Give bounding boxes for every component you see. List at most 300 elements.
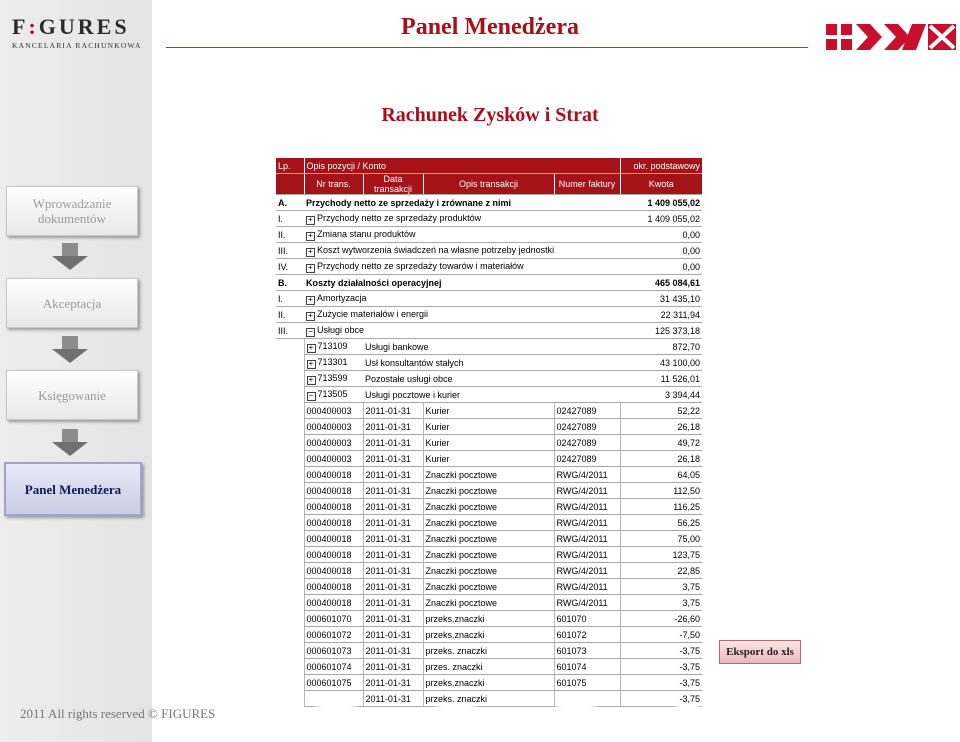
transaction-amount-text: 112,50 [673,485,701,496]
transaction-invoice [554,515,620,531]
transaction-nr-text: 000601072 [306,629,352,640]
row-description-text: Przychody netto ze sprzedaży produktów [317,212,482,223]
transaction-nr-text: 000400018 [306,597,352,608]
row-description-text: Amortyzacja [317,292,367,303]
transaction-invoice-text: RWG/4/2011 [556,549,608,560]
row-lp-text: I. [278,213,284,224]
transaction-nr-text: 000400018 [306,485,352,496]
expand-icon[interactable]: + [306,296,315,305]
row-amount-text: 1 409 055,02 [647,197,701,208]
transaction-nr [304,531,363,547]
row-amount-text: 0,00 [682,229,701,240]
transaction-row [276,531,702,547]
expand-icon[interactable]: + [306,248,315,257]
account-code [304,387,363,403]
expand-icon[interactable]: + [307,360,316,369]
transaction-desc [423,643,554,659]
transaction-nr [304,483,363,499]
transaction-desc [423,515,554,531]
transaction-invoice [554,547,620,563]
transaction-row [276,563,702,579]
transaction-amount [620,403,702,419]
transaction-invoice [554,563,620,579]
transaction-invoice-text: 601072 [556,629,587,640]
transaction-date [363,451,423,467]
transaction-row [276,451,702,467]
transaction-nr-text: 000400003 [306,453,352,464]
transaction-amount-text: -3,75 [679,661,701,672]
account-code-text: 713301 [317,356,348,367]
transaction-amount-text: 22,85 [677,565,701,576]
account-code [304,339,363,355]
transaction-amount [620,515,702,531]
account-code [304,355,363,371]
transaction-indent [276,675,304,691]
row-amount-text: 31 435,10 [660,293,701,304]
transaction-amount-text: 49,72 [677,437,701,448]
transaction-nr [304,579,363,595]
row-lp-text: II. [278,229,286,240]
transaction-date-text: 2011-01-31 [365,501,411,512]
transaction-nr-text: 000400003 [306,437,352,448]
col-header-nr: Nr trans. [304,174,363,195]
transaction-amount [620,643,702,659]
transaction-desc-text: Kurier [425,453,450,464]
transaction-invoice [554,419,620,435]
transaction-date-text: 2011-01-31 [365,517,411,528]
account-code-text: 713109 [317,340,348,351]
row-lp-text: I. [278,293,284,304]
transaction-amount [620,435,702,451]
transaction-desc-text: przeks.znaczki [425,677,485,688]
account-code-text: 713599 [317,372,348,383]
row-lp-text: A. [278,197,287,208]
account-row[interactable] [276,387,702,403]
transaction-amount [620,451,702,467]
transaction-row [276,579,702,595]
row-description [304,291,620,307]
transaction-row [276,611,702,627]
account-amount-text: 872,70 [672,341,701,352]
account-amount-text: 11 526,01 [660,373,701,384]
transaction-date-text: 2011-01-31 [365,421,411,432]
arrow-down-icon [52,243,88,271]
transaction-invoice-text: RWG/4/2011 [556,597,608,608]
transaction-desc-text: Znaczki pocztowe [425,549,498,560]
transaction-nr [304,627,363,643]
account-label [363,339,620,355]
transaction-desc [423,483,554,499]
transaction-row [276,499,702,515]
account-amount-text: 3 394,44 [665,389,701,400]
account-code [304,371,363,387]
row-description-text: Usługi obce [317,324,365,335]
transaction-nr [304,563,363,579]
row-lp-text: III. [278,245,289,256]
account-label-text: Usł konsultantów stałych [365,357,464,368]
row-lp [276,243,304,259]
row-amount [620,195,702,211]
transaction-date [363,467,423,483]
transaction-row [276,467,702,483]
transaction-invoice-text: RWG/4/2011 [556,485,608,496]
row-description [304,323,620,339]
transaction-invoice [554,595,620,611]
row-description-text: Koszt wytworzenia świadczeń na własne potrzeby jednostki [317,244,555,255]
transaction-invoice [554,467,620,483]
transaction-amount-text: -3,75 [679,645,701,656]
transaction-nr-text: 000601075 [306,677,352,688]
section-row[interactable] [276,211,702,227]
section-row[interactable] [276,243,702,259]
account-amount [620,339,702,355]
transaction-invoice-text: 02427089 [556,421,597,432]
account-amount [620,371,702,387]
transaction-date [363,675,423,691]
row-lp [276,291,304,307]
transaction-nr [304,611,363,627]
transaction-indent [276,531,304,547]
transaction-desc [423,563,554,579]
transaction-date-text: 2011-01-31 [365,677,411,688]
transaction-invoice-text: RWG/4/2011 [556,469,608,480]
account-row[interactable] [276,355,702,371]
transaction-amount [620,627,702,643]
row-lp [276,195,304,211]
row-lp-text: IV. [278,261,289,272]
row-description [304,211,620,227]
row-description [304,195,620,211]
arrow-down-icon [52,336,88,364]
section-row[interactable] [276,227,702,243]
account-indent [276,387,304,403]
col-header-invoice: Numer faktury [554,174,620,195]
transaction-date [363,531,423,547]
row-lp-text: III. [278,325,289,336]
transaction-date [363,611,423,627]
row-lp [276,323,304,339]
torn-edge [276,702,702,714]
account-label [363,387,620,403]
row-lp-text: II. [278,309,286,320]
col-header-blank [276,174,304,195]
transaction-date-text: 2011-01-31 [365,661,411,672]
transaction-desc [423,579,554,595]
transaction-indent [276,547,304,563]
transaction-date [363,499,423,515]
transaction-date [363,579,423,595]
transaction-invoice-text: RWG/4/2011 [556,581,608,592]
transaction-invoice [554,499,620,515]
row-amount [620,323,702,339]
transaction-amount [620,675,702,691]
transaction-nr [304,659,363,675]
transaction-desc [423,419,554,435]
transaction-nr [304,435,363,451]
logo-wordmark: F:GURES [12,14,130,39]
expand-icon[interactable]: + [306,216,315,225]
row-description-text: Zużycie materiałów i energii [317,308,429,319]
transaction-amount-text: 3,75 [682,597,701,608]
transaction-amount-text: 26,18 [677,453,701,464]
transaction-date [363,659,423,675]
nav-step-panel-menedzera[interactable]: Panel Menedżera [4,462,142,516]
transaction-date [363,515,423,531]
transaction-invoice [554,675,620,691]
row-lp-text: B. [278,277,287,288]
transaction-invoice [554,611,620,627]
transaction-amount [620,467,702,483]
transaction-amount [620,531,702,547]
row-lp [276,275,304,291]
transaction-row [276,659,702,675]
row-lp [276,259,304,275]
transaction-desc-text: przeks.znaczki [425,613,485,624]
transaction-date-text: 2011-01-31 [365,597,411,608]
transaction-desc-text: przes. znaczki [425,661,483,672]
account-label-text: Usługi pocztowe i kurier [365,389,461,400]
account-amount-text: 43 100,00 [660,357,701,368]
transaction-indent [276,499,304,515]
transaction-amount [620,563,702,579]
transaction-desc-text: Znaczki pocztowe [425,581,498,592]
transaction-desc-text: Znaczki pocztowe [425,469,498,480]
transaction-nr-text: 000400003 [306,421,352,432]
transaction-nr-text: 000400018 [306,501,352,512]
transaction-invoice [554,643,620,659]
transaction-amount-text: 64,05 [677,469,701,480]
transaction-date-text: 2011-01-31 [365,549,411,560]
section-row[interactable] [276,307,702,323]
transaction-desc-text: Znaczki pocztowe [425,533,498,544]
expand-icon[interactable]: + [307,344,316,353]
account-indent [276,339,304,355]
transaction-date-text: 2011-01-31 [365,485,411,496]
transaction-amount [620,659,702,675]
transaction-invoice-text: RWG/4/2011 [556,517,608,528]
transaction-desc-text: Znaczki pocztowe [425,501,498,512]
row-description [304,243,620,259]
section-row[interactable] [276,259,702,275]
transaction-indent [276,579,304,595]
transaction-amount-text: 116,25 [673,501,701,512]
row-description-text: Przychody netto ze sprzedaży towarów i materiałów [317,260,524,271]
transaction-desc [423,611,554,627]
row-amount-text: 22 311,94 [660,309,701,320]
account-row[interactable] [276,371,702,387]
transaction-nr [304,675,363,691]
account-label-text: Pozostałe usługi obce [365,373,453,384]
transaction-invoice-text: RWG/4/2011 [556,565,608,576]
transaction-date [363,403,423,419]
page-title: Panel Menedżera [401,14,579,40]
row-description [304,227,620,243]
transaction-amount [620,419,702,435]
transaction-nr-text: 000400018 [306,533,352,544]
transaction-amount-text: 52,22 [677,405,701,416]
transaction-desc [423,435,554,451]
footer-copyright: 2011 All rights reserved © FIGURES [20,706,216,721]
row-description-text: Zmiana stanu produktów [317,228,416,239]
transaction-nr-text: 000400018 [306,581,352,592]
collapse-icon[interactable]: − [306,328,315,337]
transaction-nr-text: 000400003 [306,405,352,416]
transaction-invoice-text: 601073 [556,645,587,656]
transaction-nr-text: 000400018 [306,549,352,560]
transaction-invoice-text: 02427089 [556,405,597,416]
header-divider [166,47,808,48]
transaction-indent [276,643,304,659]
transaction-desc [423,403,554,419]
transaction-row [276,643,702,659]
transaction-amount-text: 3,75 [682,581,701,592]
transaction-indent [276,435,304,451]
col-header-date: Data transakcji [363,174,423,195]
transaction-nr [304,403,363,419]
row-amount [620,243,702,259]
row-lp [276,211,304,227]
transaction-desc [423,467,554,483]
transaction-desc-text: przeks. znaczki [425,693,488,704]
transaction-desc [423,499,554,515]
transaction-date [363,595,423,611]
transaction-date-text: 2011-01-31 [365,629,411,640]
transaction-date-text: 2011-01-31 [365,645,411,656]
row-description [304,275,620,291]
transaction-invoice [554,627,620,643]
account-amount [620,355,702,371]
transaction-amount [620,547,702,563]
row-amount [620,211,702,227]
transaction-invoice-text: 02427089 [556,437,597,448]
account-indent [276,371,304,387]
transaction-indent [276,403,304,419]
row-amount-text: 0,00 [682,261,701,272]
nav-step-akceptacja[interactable]: Akceptacja [6,278,138,328]
account-code-text: 713505 [317,388,348,399]
sidebar [0,0,152,742]
brand-logo-icon [826,24,956,50]
transaction-row [276,515,702,531]
transaction-date-text: 2011-01-31 [365,565,411,576]
transaction-date [363,547,423,563]
account-label [363,371,620,387]
transaction-invoice [554,483,620,499]
transaction-date [363,483,423,499]
collapse-icon[interactable]: − [307,392,316,401]
transaction-nr-text: 000400018 [306,517,352,528]
transaction-amount-text: -3,75 [679,677,701,688]
row-amount [620,275,702,291]
transaction-desc [423,547,554,563]
transaction-desc-text: Znaczki pocztowe [425,517,498,528]
transaction-nr [304,643,363,659]
transaction-invoice-text: 601070 [556,613,587,624]
transaction-indent [276,451,304,467]
section-row[interactable] [276,291,702,307]
transaction-date-text: 2011-01-31 [365,533,411,544]
transaction-indent [276,515,304,531]
transaction-desc-text: Znaczki pocztowe [425,485,498,496]
transaction-nr-text: 000400018 [306,565,352,576]
expand-icon[interactable]: + [306,232,315,241]
transaction-invoice [554,451,620,467]
col-header-opis: Opis transakcji [423,174,554,195]
transaction-nr [304,595,363,611]
transaction-amount-text: 26,18 [677,421,701,432]
account-row[interactable] [276,339,702,355]
transaction-amount [620,595,702,611]
transaction-date [363,435,423,451]
transaction-date-text: 2011-01-31 [365,581,411,592]
row-description-text: Koszty działalności operacyjnej [306,277,442,288]
transaction-amount-text: 123,75 [672,549,701,560]
transaction-date-text: 2011-01-31 [365,437,411,448]
row-description [304,307,620,323]
transaction-invoice-text: 601074 [556,661,587,672]
expand-icon[interactable]: + [307,376,316,385]
transaction-nr [304,515,363,531]
transaction-nr-text: 000601073 [306,645,352,656]
transaction-desc [423,451,554,467]
transaction-nr [304,547,363,563]
transaction-amount-text: -7,50 [679,629,701,640]
nav-step-ksiegowanie[interactable]: Księgowanie [6,370,138,420]
transaction-amount-text: -26,60 [674,613,701,624]
figures-logo [12,14,142,50]
transaction-amount-text: 56,25 [677,517,701,528]
transaction-invoice-text: RWG/4/2011 [556,501,608,512]
transaction-invoice-text: 601075 [556,677,587,688]
transaction-desc-text: Kurier [425,405,450,416]
transaction-desc-text: przeks.znaczki [425,629,485,640]
transaction-indent [276,611,304,627]
transaction-desc [423,531,554,547]
col-header-amount: Kwota [620,174,702,195]
transaction-row [276,419,702,435]
transaction-indent [276,659,304,675]
transaction-date-text: 2011-01-31 [365,405,411,416]
col-header-base: okr. podstawowy [620,158,702,174]
transaction-desc [423,595,554,611]
transaction-amount-text: -3,75 [679,693,701,704]
col-header-lp: Lp. [276,158,304,174]
transaction-indent [276,595,304,611]
transaction-indent [276,627,304,643]
transaction-desc [423,659,554,675]
profit-loss-report [276,158,702,714]
transaction-amount [620,611,702,627]
row-amount-text: 465 084,61 [655,277,701,288]
transaction-invoice [554,435,620,451]
section-row [276,275,702,291]
transaction-row [276,675,702,691]
account-label [363,355,620,371]
transaction-date [363,563,423,579]
section-row [276,195,702,211]
export-xls-button[interactable]: Eksport do xls [719,640,801,664]
nav-step-wprowadzanie[interactable]: Wprowadzanie dokumentów [6,186,138,236]
expand-icon[interactable]: + [306,264,315,273]
transaction-desc-text: Znaczki pocztowe [425,597,498,608]
section-row[interactable] [276,323,702,339]
transaction-date-text: 2011-01-31 [365,453,411,464]
row-description-text: Przychody netto ze sprzedaży i zrównane z nimi [306,197,512,208]
transaction-desc [423,627,554,643]
expand-icon[interactable]: + [306,312,315,321]
arrow-down-icon [52,429,88,457]
transaction-invoice [554,659,620,675]
